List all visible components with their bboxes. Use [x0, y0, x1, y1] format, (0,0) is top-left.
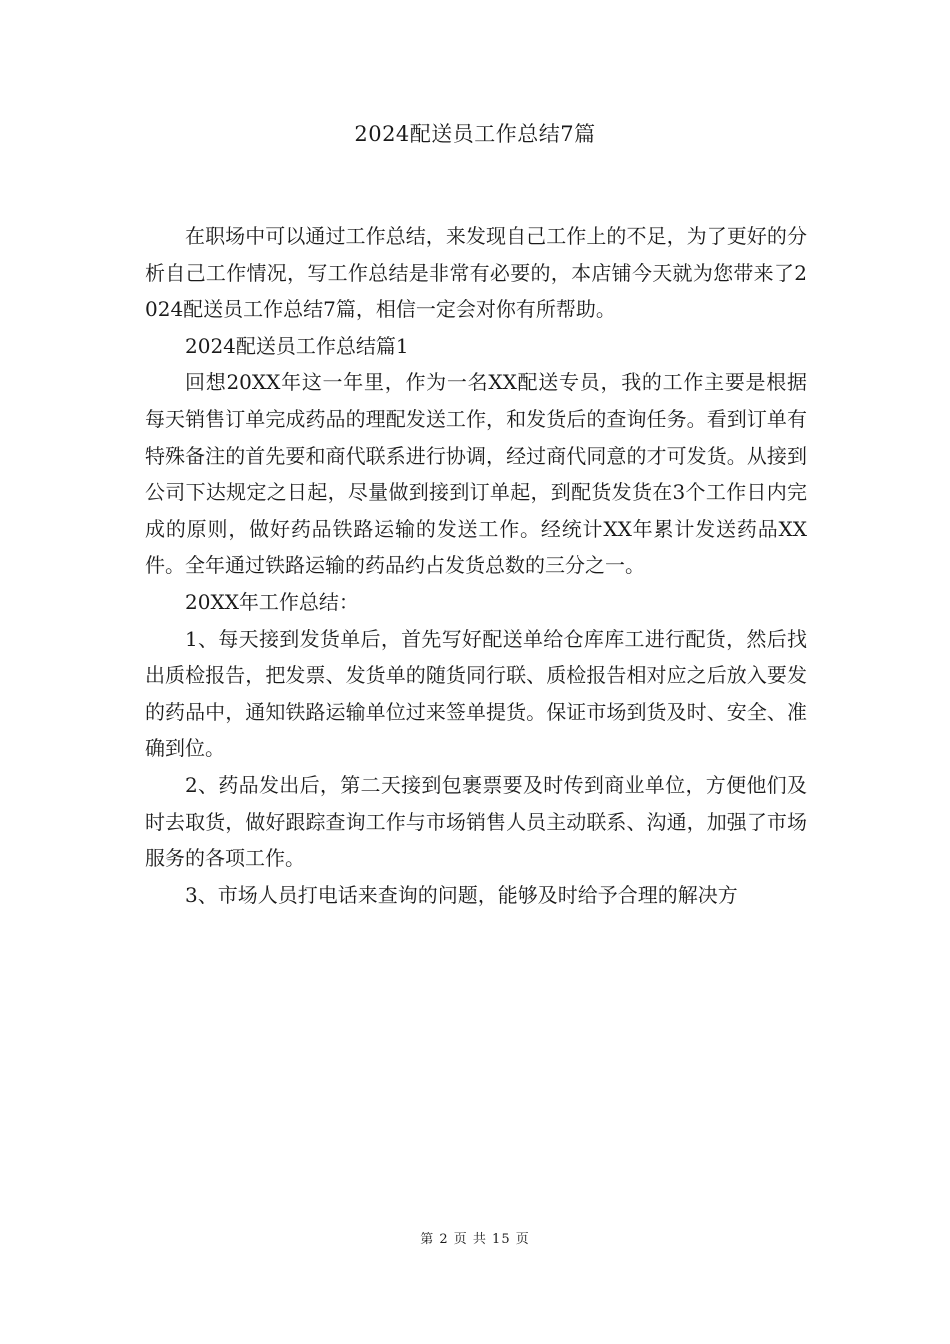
- paragraph-intro: 在职场中可以通过工作总结，来发现自己工作上的不足，为了更好的分析自己工作情况，写工作总结是非常有必要的，本店铺今天就为您带来了2024配送员工作总结7篇，相信一定会对你有所帮助。: [145, 224, 807, 322]
- subsection-heading: 20XX年工作总结：: [185, 589, 359, 614]
- paragraph-item-1: 1、每天接到发货单后，首先写好配送单给仓库库工进行配货，然后找出质检报告，把发票、发货单的随货同行联、质检报告相对应之后放入要发的药品中，通知铁路运输单位过来签单提货。保证市场到货及时、安全、准确到位。: [145, 626, 807, 761]
- section-heading: 2024配送员工作总结篇1: [185, 333, 409, 358]
- document-body: [145, 218, 807, 913]
- document-title: 2024配送员工作总结7篇: [354, 122, 596, 146]
- paragraph-review: 回想20XX年这一年里，作为一名XX配送专员，我的工作主要是根据每天销售订单完成药品的理配发送工作，和发货后的查询任务。看到订单有特殊备注的首先要和商代联系进行协调，经过商代同意的才可发货。从接到公司下达规定之日起，尽量做到接到订单起，到配货发货在3个工作日内完成的原则，做好药品铁路运输的发送工作。经统计XX年累计发送药品XX件。全年通过铁路运输的药品约占发货总数的三分之一。: [145, 370, 807, 578]
- paragraph-item-2: 2、药品发出后，第二天接到包裹票要及时传到商业单位，方便他们及时去取货，做好跟踪查询工作与市场销售人员主动联系、沟通，加强了市场服务的各项工作。: [145, 772, 807, 871]
- paragraph-item-3: 3、市场人员打电话来查询的问题，能够及时给予合理的解决方: [185, 882, 738, 907]
- page-footer: 第 2 页 共 15 页: [420, 1232, 530, 1247]
